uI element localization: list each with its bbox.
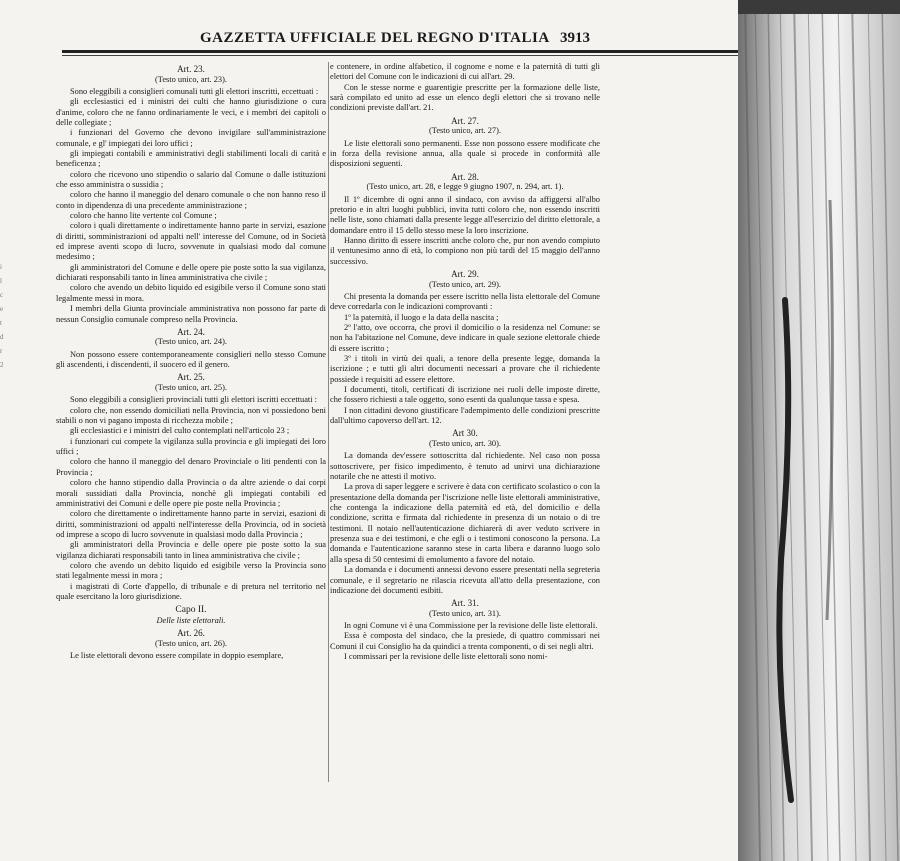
paragraph: gli amministratori della Provincia e delle opere pie poste sotto la sua vigilanza dichiarati responsabili tanto in linea amministrativa che civile ; xyxy=(56,540,326,560)
paragraph: coloro che hanno lite vertente col Comune ; xyxy=(70,211,217,221)
gazette-title: GAZZETTA UFFICIALE DEL REGNO D'ITALIA xyxy=(200,30,550,46)
paragraph: Le liste elettorali devono essere compilate in doppio esemplare, xyxy=(70,650,284,660)
edge-base xyxy=(738,0,900,861)
chapter-subtitle: Delle liste elettorali. xyxy=(156,615,226,625)
text-column-left xyxy=(56,62,326,661)
paragraph: I documenti, titoli, certificati di iscrizione nei ruoli delle imposte dirette, che fossero richiesti a tale oggetto, sono esenti da qualunque tassa e spesa. xyxy=(330,385,600,405)
article-heading: Art 30. xyxy=(452,428,478,439)
paragraph: i funzionari cui compete la vigilanza sulla provincia e gli impiegati dei loro uffici ; xyxy=(56,436,326,457)
paragraph: 1º la paternità, il luogo e la data della nascita ; xyxy=(344,312,499,322)
paragraph: Sono eleggibili a consiglieri comunali tutti gli elettori inscritti, eccettuati : xyxy=(70,86,319,96)
article-heading: Art. 29. xyxy=(451,269,479,280)
article-heading: Art. 26. xyxy=(177,627,205,638)
paragraph: La domanda e i documenti annessi devono essere presentati nella segreteria comunale, e il segretario ne rilascia ricevuta all'atto della presentazione, con indicazione dei documenti esibiti. xyxy=(330,565,600,595)
article-heading: Art. 23. xyxy=(177,64,205,74)
paragraph: coloro che, non essendo domiciliati nella Provincia, non vi possiedono beni stabili o non vi pagano imposta di ricchezza mobile ; xyxy=(56,405,326,426)
margin-mark: t xyxy=(0,319,2,327)
margin-mark: i xyxy=(0,263,2,271)
paragraph: gli amministratori del Comune e delle opere pie poste sotto la sua vigilanza, dichiarati responsabili tanto in linea amministrativa che civile ; xyxy=(56,262,326,283)
header-rule xyxy=(62,50,738,53)
paragraph: i magistrati di Corte d'appello, di tribunale e di pretura nel territorio nel quale esercitano la loro giurisdizione. xyxy=(56,581,326,601)
paragraph: La prova di saper leggere e scrivere è data con certificato scolastico o con la presentazione della domanda per l'iscrizione nelle liste elettorali amministrative, che contenga la indicazione della paternità ed età, del domicilio e della condizione, scritta e firmata dal richiedente in presenza di un notaio o di tre testimoni. Il notaio nell'autenticazione dichiarerà di aver veduto scrivere in presenza sua e dei testimoni, e che egli o i testimoni conoscono la persona. La domanda e l'autenticazione saranno stese in carta libera e daranno luogo solo alla spesa di 50 centesimi di emolumento a favore del notaio. xyxy=(330,482,600,564)
paragraph: e contenere, in ordine alfabetico, il cognome e nome e la paternità di tutti gli elettori del Comune con le indicazioni di cui all'art. 29. xyxy=(330,62,600,82)
paragraph: coloro che avendo un debito liquido ed esigibile verso il Comune sono stati legalmente messi in mora. xyxy=(56,283,326,303)
page-header xyxy=(200,30,600,52)
chapter-heading: Capo II. xyxy=(175,605,207,616)
paragraph: coloro che avendo un debito liquido ed esigibile verso la Provincia sono stati legalmente messi in mora ; xyxy=(56,560,326,581)
paragraph: coloro i quali direttamente o indirettamente hanno parte in servizi, esazione di diritti, somministrazioni od appalti nell' interesse del Comune, od in Società ed imprese aventi scopo di lucro, sovvenute in qualsiasi modo dal comune medesimo ; xyxy=(56,221,326,262)
page-number: 3913 xyxy=(560,30,590,46)
margin-mark: l xyxy=(0,277,2,285)
paragraph: coloro che ricevono uno stipendio o salario dal Comune o dalle istituzioni che esso amministra o sussidia ; xyxy=(56,169,326,190)
article-source: (Testo unico, art. 28, e legge 9 giugno 1907, n. 294, art. 1). xyxy=(366,182,564,192)
margin-mark: d xyxy=(0,333,4,341)
paragraph: Essa è composta del sindaco, che la presiede, di quattro commissari nei Comuni il cui Consiglio ha da quindici a trenta componenti, o di sei negli altri. xyxy=(330,631,600,651)
article-source: (Testo unico, art. 29). xyxy=(429,279,501,289)
paragraph: coloro che direttamente o indirettamente hanno parte in servizi, esazioni di diritti, somministrazioni od appalti nell'interesse della Provincia, od in società od imprese a scopo di lucro sovvenute in qualsiasi modo dalla Provincia ; xyxy=(56,509,326,539)
article-source: (Testo unico, art. 25). xyxy=(155,383,227,393)
article-heading: Art. 27. xyxy=(451,115,479,126)
article-heading: Art. 31. xyxy=(451,598,479,609)
paragraph: coloro che hanno il maneggio del denaro Provinciale o liti pendenti con la Provincia ; xyxy=(56,457,326,477)
paragraph: Hanno diritto di essere inscritti anche coloro che, pur non avendo compiuto il ventunesimo anno di età, lo compiono non più tardi del 15 maggio dell'anno successivo. xyxy=(330,236,600,266)
paragraph: I membri della Giunta provinciale amministrativa non possono far parte di nessun Consiglio comunale compreso nella Provincia. xyxy=(56,304,326,324)
margin-mark: e xyxy=(0,305,4,313)
book-page-edges xyxy=(700,0,900,861)
paragraph: 3º i titoli in virtù dei quali, a tenore della presente legge, domanda la iscrizione ; e tutti gli altri documenti necessari a provare che il richiedente possiede i requisiti ad essere elettore. xyxy=(330,354,600,384)
paragraph: coloro che hanno il maneggio del denaro comunale o che non hanno reso il conto in dipendenza di una precedente amministrazione ; xyxy=(56,190,326,210)
left-margin-marks xyxy=(0,260,10,372)
article-heading: Art. 28. xyxy=(451,171,479,182)
article-source: (Testo unico, art. 24). xyxy=(155,337,227,347)
edge-top-shadow xyxy=(738,0,900,14)
article-source: (Testo unico, art. 26). xyxy=(155,638,227,648)
margin-mark: r xyxy=(0,347,3,355)
column-divider xyxy=(328,62,329,782)
margin-mark: 2 xyxy=(0,361,4,369)
paragraph: gli ecclesiastici ed i ministri dei culti che hanno giurisdizione o cura d'anime, coloro che ne fanno ordinariamente le veci, e i membri dei capitoli o delle collegiate ; xyxy=(56,97,326,127)
paragraph: Sono eleggibili a consiglieri provinciali tutti gli elettori iscritti eccettuati : xyxy=(70,395,318,405)
paragraph: coloro che hanno stipendio dalla Provincia o da altre aziende o dai corpi morali sussidiati dalla Provincia, nonchè gli impiegati contabili ed amministrativi dei Comuni e delle opere pie poste nella Provincia ; xyxy=(56,478,326,508)
paragraph: Il 1º dicembre di ogni anno il sindaco, con avviso da affiggersi all'albo pretorio e in altri luoghi pubblici, invita tutti coloro che, non essendo inscritti nelle liste, sono chiamati dalla presente legge all'esercizio del diritto elettorale, a domandare entro il 15 dello stesso mese la loro inscrizione. xyxy=(330,194,600,235)
paragraph: Con le stesse norme e guarentigie prescritte per la formazione delle liste, sarà compilato ed unito ad esse un elenco degli elettori che si trovano nelle condizioni previste dall'art. 21. xyxy=(330,82,600,113)
paragraph: gli ecclesiastici e i ministri del culto contemplati nell'articolo 23 ; xyxy=(70,426,290,436)
paragraph: In ogni Comune vi è una Commissione per la revisione delle liste elettorali. xyxy=(344,621,598,631)
article-source: (Testo unico, art. 31). xyxy=(429,608,501,618)
article-heading: Art. 25. xyxy=(177,372,205,383)
paragraph: I commissari per la revisione delle liste elettorali sono nomi- xyxy=(344,652,548,662)
paragraph: 2º l'atto, ove occorra, che provi il domicilio o la residenza nel Comune: se non ha l'abitazione nel Comune, deve indicare in quale sezione elettorale chiede di essere iscritto ; xyxy=(330,323,600,353)
margin-mark: c xyxy=(0,291,4,299)
paragraph: La domanda dev'essere sottoscritta dal richiedente. Nel caso non possa sottoscrivere, per fisico impedimento, è tenuto ad unirvi una dichiarazione notarile che ne attesti il motivo. xyxy=(330,451,600,482)
paragraph: Chi presenta la domanda per essere iscritto nella lista elettorale del Comune deve corredarla con le indicazioni comprovanti : xyxy=(330,291,600,312)
article-source: (Testo unico, art. 27). xyxy=(429,126,501,136)
article-heading: Art. 24. xyxy=(177,326,205,337)
article-source: (Testo unico, art. 30). xyxy=(429,439,501,449)
paragraph: Le liste elettorali sono permanenti. Esse non possono essere modificate che in forza della revisione annua, alla quale si procede in conformità alle disposizioni seguenti. xyxy=(330,138,600,169)
text-column-right xyxy=(330,62,600,663)
paragraph: i funzionari del Governo che devono invigilare sull'amministrazione comunale, e gl' impiegati dei loro uffici ; xyxy=(56,128,326,148)
paragraph: I non cittadini devono giustificare l'adempimento delle condizioni prescritte dall'ultimo capoverso dell'art. 12. xyxy=(330,405,600,426)
article-source: (Testo unico, art. 23). xyxy=(155,74,227,84)
paragraph: Non possono essere contemporaneamente consiglieri nello stesso Comune gli ascendenti, i discendenti, il suocero ed il genero. xyxy=(56,349,326,370)
paragraph: gli impiegati contabili e amministrativi degli stabilimenti locali di carità e beneficenza ; xyxy=(56,149,326,169)
header-rule-thin xyxy=(62,55,738,56)
